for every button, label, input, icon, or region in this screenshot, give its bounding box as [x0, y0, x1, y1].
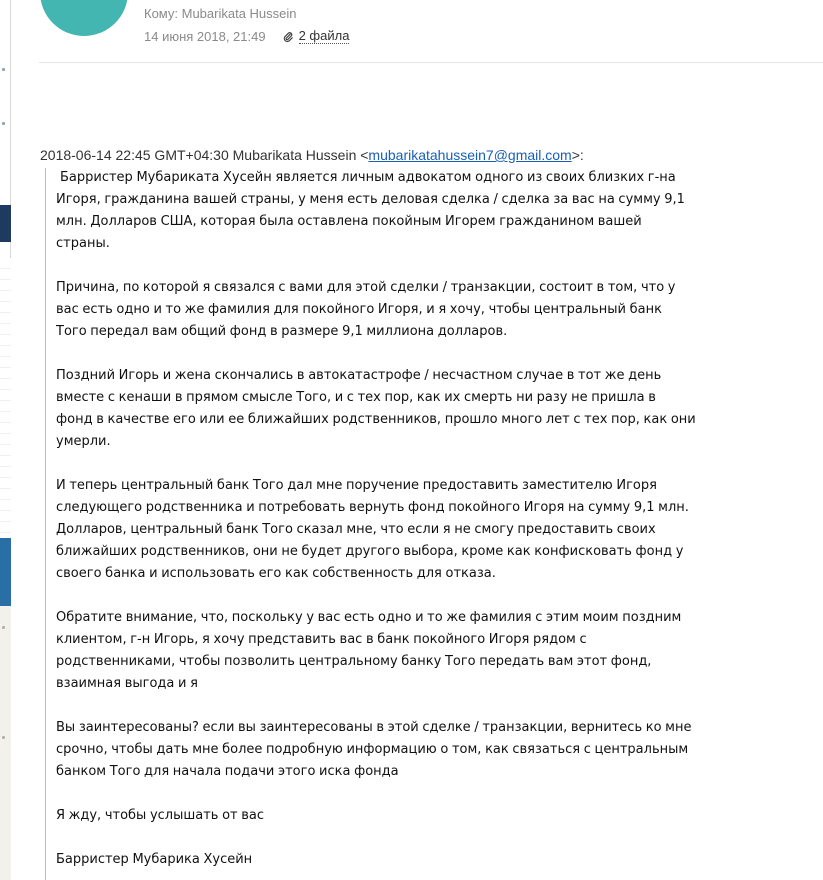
- recipient-line: [144, 6, 297, 21]
- message-paragraph: Я жду, чтобы услышать от вас: [56, 808, 265, 823]
- recipient-label: Кому:: [144, 6, 178, 21]
- panel-dark-block: [0, 205, 11, 242]
- panel-blue-block: [0, 538, 11, 606]
- panel-list: [0, 258, 11, 538]
- panel-dot: [2, 122, 5, 125]
- attachments-link[interactable]: 2 файла: [298, 28, 350, 43]
- sender-email-link[interactable]: mubarikatahussein7@gmail.com: [368, 147, 572, 163]
- recipient-name: Mubarikata Hussein: [181, 6, 297, 21]
- panel-dot: [2, 736, 5, 739]
- message-paragraph: Причина, по которой я связался с вами для этой сделки / транзакции, состоит в том, что у вас есть одно и то же фамилия для покойного Игоря, и я хочу, чтобы центральный банк Того передал вам общий фонд в размере 9,1 миллиона долларов.: [56, 280, 676, 339]
- signature: Барристер Мубарика Хусейн: [56, 852, 253, 867]
- message-paragraph: Обратите внимание, что, поскольку у вас есть одно и то же фамилия с этим моим поздним клиентом, г-н Игорь, я хочу представить вас в банк покойного Игоря рядом с родственниками, чтобы позволить центральному банку Того передать вам этот фонд, взаимная выгода и я: [56, 610, 682, 691]
- quote-bar: [45, 168, 46, 880]
- message-meta: [144, 29, 349, 44]
- message-paragraph: И теперь центральный банк Того дал мне поручение предоставить заместителю Игоря следующего родственника и потребовать вернуть фонд покойного Игоря на сумму 9,1 млн. Долларов, центральный банк Того сказал мне, что если я не смогу предоставить своих ближайших родственников, они не будет другого выбора, кроме как конфисковать фонд у своего банка и использовать его как собственность для отказа.: [56, 478, 689, 581]
- message-paragraph: Вы заинтересованы? если вы заинтересованы в этой сделке / транзакции, вернитесь ко мне срочно, чтобы дать мне более подробную информацию о том, как связаться с центральным банком Того для начала подачи этого иска фонда: [56, 720, 692, 779]
- quote-header-prefix: 2018-06-14 22:45 GMT+04:30 Mubarikata Hussein <: [40, 147, 369, 163]
- panel-dot: [2, 68, 5, 71]
- sender-avatar: [40, 0, 128, 36]
- header-divider: [39, 62, 823, 63]
- paperclip-icon: [282, 31, 294, 43]
- panel-dot: [2, 626, 5, 629]
- quoted-message-body: [56, 167, 696, 880]
- message-paragraph: Поздний Игорь и жена скончались в автокатастрофе / несчастном случае в тот же день вместе с кенаши в прямом смысле Того, и с тех пор, как их смерть ни разу не пришла в фонд в качестве его или ее ближайших родственников, прошло много лет с тех пор, как они умерли.: [56, 368, 696, 449]
- quote-header: [40, 147, 584, 163]
- message-paragraph: Барристер Мубариката Хусейн является личным адвокатом одного из своих близких г-на Игоря, гражданина вашей страны, у меня есть деловая сделка / сделка за вас на сумму 9,1 млн. Долларов США, которая была оставлена покойным Игорем гражданином вашей страны.: [56, 170, 685, 251]
- quote-header-suffix: >:: [571, 147, 584, 163]
- left-panel-edge: [0, 0, 13, 880]
- panel-beige-block: [0, 606, 11, 880]
- message-date: 14 июня 2018, 21:49: [144, 29, 266, 44]
